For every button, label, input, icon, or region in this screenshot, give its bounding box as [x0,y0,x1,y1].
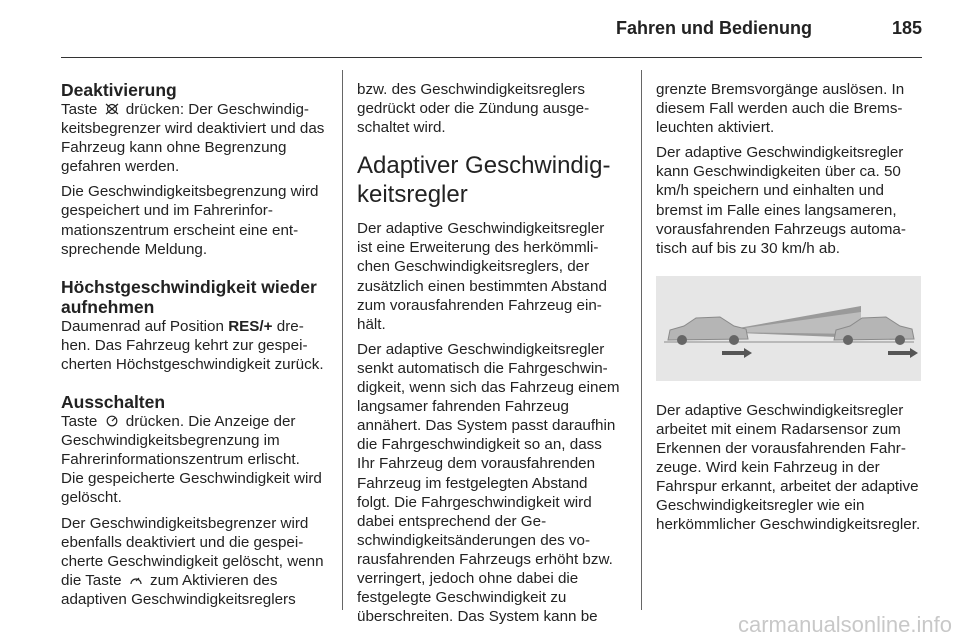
paragraph: Der adaptive Geschwindigkeitsregler senkt automatisch die Fahrgeschwindigkeit, wenn sich das Fahrzeug einem langsamer fahrenden Fahrzeug annähert. Das System passt daraufhin die Fahrgeschwindigkeit so an, dass Ihr Fahrzeug dem vorausfahrenden Fahrzeug im festgelegten Abstand folgt. Die Fahrgeschwindigkeit wird dabei entsprechend der Geschwindigkeitsänderungen des vorausfahrenden Fahrzeugs erhöht bzw. verringert, jedoch ohne dabei die festgelegte Geschwindigkeit zu überschreiten. Das System kann be [357,340,620,626]
page-number: 185 [891,18,922,38]
paragraph: bzw. des Geschwindigkeitsreglers gedrückt oder die Zündung ausgeschaltet wird. [357,81,590,137]
text: zum Aktivieren des adaptiven Geschwindigkeitsreglers [61,571,296,608]
speed-limiter-off-icon [105,103,119,115]
paragraph: Der adaptive Geschwindigkeitsregler arbeitet mit einem Radarsensor zum Erkennen der vorausfahrenden Fahrzeuge. Wird kein Fahrzeug in der Fahrspur erkannt, arbeitet der adaptive Geschwindigkeitsregler wie ein herkömmlicher Geschwindigkeitsregler. [656,401,921,534]
column-3 [656,80,921,541]
direction-arrow-shape [888,348,918,358]
radar-illustration-drawing [656,276,921,381]
text: drücken. Die Anzeige der Geschwindigkeitsbegrenzung im Fahrerinformationszentrum erlischt. Die gespeicherte Geschwindigkeit wird gelöscht. [61,413,322,507]
text: Taste [61,413,98,431]
text: drücken: Der Geschwindigkeitsbegrenzer wird deaktiviert und das Fahrzeug kann ohne Begrenzung gefahren werden. [61,101,325,176]
header-rule [61,57,922,58]
paragraph: Die Geschwindigkeitsbegrenzung wird gespeichert und im Fahrerinformationszentrum erscheint eine entsprechende Meldung. [61,183,319,258]
radar-illustration [656,276,921,381]
watermark: carmanualsonline.info [737,612,952,637]
paragraph [61,412,326,507]
heading-adaptive-cruise-control: Adaptiver Geschwindigkeitsregler [357,152,611,209]
direction-arrow-shape [722,348,752,358]
paragraph: grenzte Bremsvorgänge auslösen. In diesem Fall werden auch die Bremsleuchten aktiviert. [656,81,905,137]
text: Daumenrad auf Position [61,317,224,335]
paragraph [61,317,326,374]
heading-ausschalten: Ausschalten [61,392,166,413]
own-car-shape [668,317,748,345]
header-title: Fahren und Bedienung [616,18,812,38]
paragraph: Der adaptive Geschwindigkeitsregler ist eine Erweiterung des herkömmlichen Geschwindigkeitsreglers, der zusätzlich einen bestimmten Abstand zum vorausfahrenden Fahrzeug einhält. [357,220,607,333]
heading-resume: Höchstgeschwindigkeit wieder aufnehmen [61,276,317,317]
speed-limiter-icon [105,415,119,427]
column-divider [342,70,343,610]
text: Taste [61,101,98,118]
column-1 [61,80,326,615]
column-2 [357,80,622,632]
text: drehen. Das Fahrzeug kehrt zur gespeicherten Höchstgeschwindigkeit zurück. [61,317,324,373]
paragraph [61,100,326,176]
paragraph: Der adaptive Geschwindigkeitsregler kann Geschwindigkeiten über ca. 50 km/h speichern und einhalten und bremst im Falle eines langsameren, vorausfahrenden Fahrzeugs automatisch auf bis zu 30 km/h ab. [656,144,906,257]
column-divider [641,70,642,610]
text: Der Geschwindigkeitsbegrenzer wird ebenfalls deaktiviert und die gespeicherte Geschwindigkeit gelöscht, wenn die Taste [61,514,324,589]
position-label: RES/+ [228,317,273,335]
cruise-control-icon [129,574,143,586]
paragraph [61,514,326,609]
heading-deaktivierung: Deaktivierung [61,80,177,100]
